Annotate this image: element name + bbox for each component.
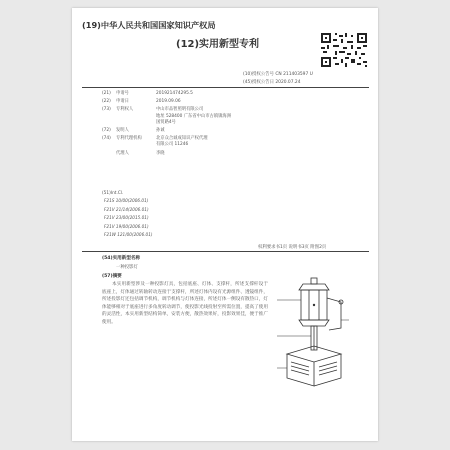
ipc-item: F21V 19/00(2006.01)	[104, 223, 149, 229]
ipc-item: F21S 10/00(2006.01)	[104, 198, 149, 203]
bibliographic-data	[102, 91, 242, 157]
patent-type-title: (12)实用新型专利	[176, 39, 260, 50]
abstract-text: 本实用新型涉及一种投影灯具，包括底座、灯体、支撑杆，所述支撑杆设于底座上，灯体通过转轴转动连接于支撑杆，所述灯体内设有光源组件、透镜组件，所述投影灯还包括调节机构，调节机构与灯体连接，所述灯体一侧设有散热口，灯体能够相对于底座进行多角度转动调节，使投影光线投射至所需位置，提高了使用的灵活性，本实用新型结构简单，安装方便，散热效果好，投影效果佳，便于推广使用。	[102, 282, 268, 325]
publication-number: (10)授权公告号 CN 211403597 U	[243, 72, 313, 77]
biblio-row-agent: 代理人 李晓	[116, 150, 165, 156]
projector-lamp-drawing	[269, 270, 359, 388]
utility-title-label: (54)实用新型名称	[102, 256, 141, 261]
biblio-row-application-date: (22) 申请日 2019.09.06	[102, 99, 181, 105]
patent-page	[72, 8, 378, 441]
section-divider	[82, 251, 369, 252]
page-count-summary: 权利要求书1页 说明书3页 附图2页	[258, 245, 327, 250]
utility-title: 一种投影灯	[116, 265, 138, 270]
ipc-item: F21W 121/00(2006.01)	[104, 232, 153, 238]
ipc-heading: (51)Int.Cl.	[102, 191, 124, 196]
ipc-item: F21V 21/14(2006.01)	[104, 206, 149, 212]
biblio-row-inventor: (72) 发明人 孙诚	[102, 128, 165, 134]
header-divider	[82, 87, 369, 88]
ipc-item: F21V 23/00(2015.01)	[104, 215, 149, 221]
biblio-row-agency: (74) 专利代理机构 北京众合诚成知识产权代理 有限公司 11246	[102, 136, 208, 148]
publication-date: (45)授权公告日 2020.07.24	[243, 80, 301, 85]
office-header: (19)中华人民共和国国家知识产权局	[82, 20, 216, 30]
biblio-row-patentee: (73) 专利权人 中山市品智照明有限公司 地址 528400 广东省中山市古镇镇海洲 国贸路4号	[102, 107, 231, 125]
ipc-classification	[102, 191, 153, 240]
abstract-label: (57)摘要	[102, 274, 122, 279]
qr-code-icon	[321, 33, 367, 67]
biblio-row-application-number: (21) 申请号 201921474295.5	[102, 91, 193, 96]
